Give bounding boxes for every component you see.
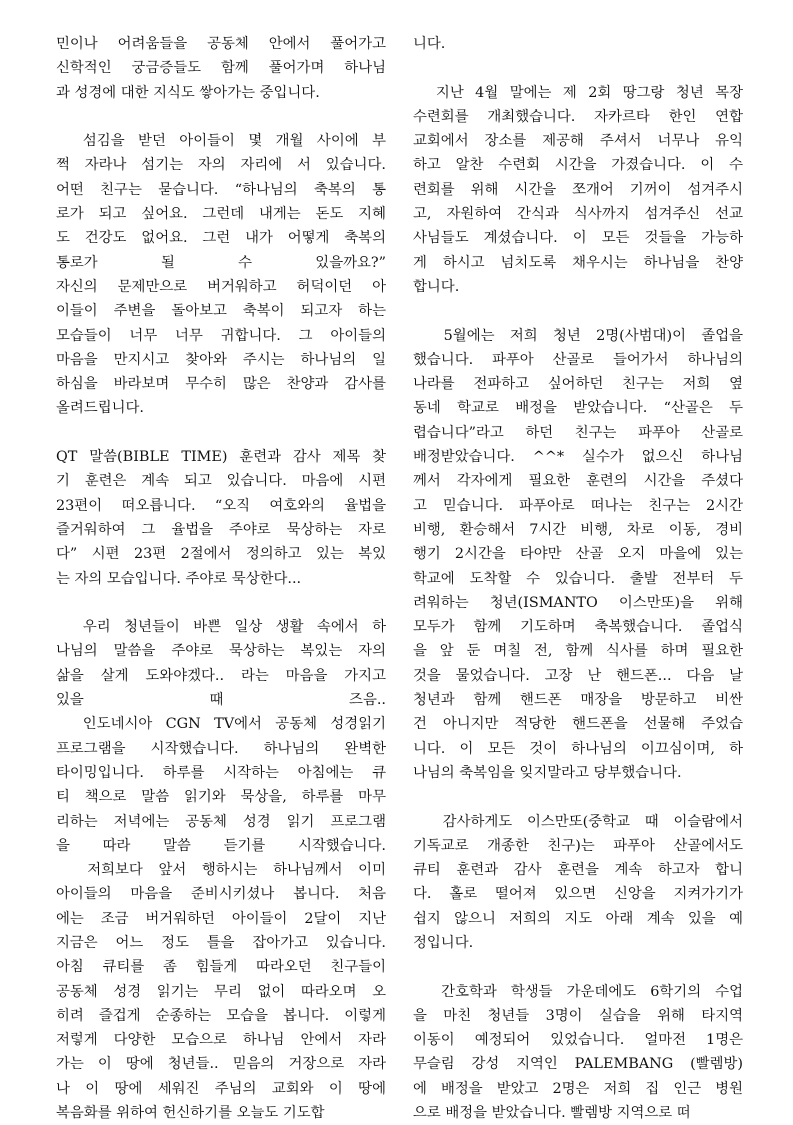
text-line: 하고 알찬 수련회 시간을 가졌습니다. 이 수 [413, 157, 743, 174]
text-line: 렵습니다”라고 하던 친구는 파푸아 산골로 [413, 424, 743, 441]
text-line: 나님의 축복임을 잊지말라고 당부했습니다. [413, 764, 682, 781]
text-line: 모두가 함께 기도하며 축복했습니다. 졸업식 [413, 619, 743, 636]
text-line: 과 성경에 대한 지식도 쌓아가는 중입니다. [56, 84, 320, 101]
text-line: 공동체 성경 읽기는 무리 없이 따라오며 오 [56, 983, 386, 1000]
paragraph [56, 445, 386, 591]
text-line: 동네 학교로 배정을 받았습니다. “산골은 두 [413, 400, 743, 417]
text-line: 쉽지 않으니 저희의 지도 아래 계속 있을 예 [413, 910, 743, 927]
text-line: 섬김을 받던 아이들이 몇 개월 사이에 부 [56, 133, 386, 150]
text-line: 는 자의 모습입니다. 주야로 묵상한다... [56, 570, 302, 587]
text-line: 에 배정을 받았고 2명은 저희 집 인근 병원 [413, 1080, 743, 1097]
paragraph-gap [56, 591, 386, 615]
text-line: 있을 때 즈음.. [56, 692, 386, 709]
left-text-column [56, 32, 386, 1125]
paragraph-gap [413, 299, 743, 323]
text-line: 기독교로 개종한 친구)는 파푸아 산골에서도 [413, 837, 743, 854]
text-line: 나님의 말씀을 주야로 묵상하는 복있는 자의 [56, 643, 386, 660]
text-line: 민이나 어려움들을 공동체 안에서 풀어가고 [56, 36, 386, 52]
text-line: 간호학과 학생들 가운데에도 6학기의 수업 [413, 983, 743, 1000]
text-line: 모습들이 너무 너무 귀합니다. 그 아이들의 [56, 327, 386, 344]
text-line: 삶을 살게 도와야겠다.. 라는 마음을 가지고 [56, 667, 386, 684]
text-line: 큐티 훈련과 감사 훈련을 계속 하고자 합니 [413, 862, 743, 879]
text-line: 게 하시고 넘치도록 채우시는 하나님을 찬양 [413, 254, 743, 271]
text-line: 프로그램을 시작했습니다. 하나님의 완벽한 [56, 740, 386, 757]
text-line: 나라를 전파하고 싶어하던 친구는 저희 옆 [413, 376, 743, 393]
text-line: 쩍 자라나 섬기는 자의 자리에 서 있습니다. [56, 157, 386, 174]
text-line: 했습니다. 파푸아 산골로 들어가서 하나님의 [413, 351, 743, 368]
text-line: 니다. 이 모든 것이 하나님의 이끄심이며, 하 [413, 740, 743, 757]
text-line: 복음화를 위하여 헌신하기를 오늘도 기도합 [56, 1105, 325, 1122]
text-line: 이들이 주변을 돌아보고 축복이 되고자 하는 [56, 303, 386, 320]
text-line: 저렇게 다양한 모습으로 하나님 안에서 자라 [56, 1032, 386, 1049]
text-line: 지금은 어느 정도 틀을 잡아가고 있습니다. [56, 934, 386, 951]
text-line: 청년과 함께 핸드폰 매장을 방문하고 비싼 [413, 692, 743, 709]
paragraph [56, 129, 386, 421]
paragraph [56, 32, 386, 105]
text-line: 이동이 예정되어 있었습니다. 얼마전 1명은 [413, 1032, 743, 1049]
paragraph [413, 980, 743, 1125]
paragraph-gap [413, 785, 743, 809]
text-line: 것을 물었습니다. 고장 난 핸드폰... 다음 날 [413, 667, 743, 684]
paragraph-gap [413, 955, 743, 979]
text-line: 니다. [413, 36, 446, 52]
right-text-column [413, 32, 743, 1125]
text-line: 저희보다 앞서 행하시는 하나님께서 이미 [56, 862, 386, 879]
text-line: 히려 즐겁게 순종하는 모습을 봅니다. 이렇게 [56, 1007, 386, 1024]
text-line: 다. 홀로 떨어져 있으면 신앙을 지켜가기가 [413, 886, 743, 903]
text-line: 티 책으로 말씀 읽기와 묵상을, 하루를 마무 [56, 789, 386, 806]
text-line: 합니다. [413, 278, 460, 295]
text-line: 로가 되고 싶어요. 그런데 내게는 돈도 지혜 [56, 206, 386, 223]
text-line: 께서 각자에게 필요한 훈련의 시간을 주셨다 [413, 473, 743, 490]
text-line: 타이밍입니다. 하루를 시작하는 아침에는 큐 [56, 764, 386, 781]
text-line: 에는 조금 버거워하던 아이들이 2달이 지난 [56, 910, 386, 927]
paragraph-gap [56, 421, 386, 445]
text-line: 려워하는 청년(ISMANTO 이스만또)을 위해 [413, 594, 743, 611]
text-line: 리하는 저녁에는 공동체 성경 읽기 프로그램 [56, 813, 386, 830]
text-line: 무슬림 강성 지역인 PALEMBANG (빨렘방) [413, 1056, 743, 1073]
text-line: 고, 자원하여 간식과 식사까지 섬겨주신 선교 [413, 206, 743, 223]
text-line: 을 앞 둔 며칠 전, 함께 식사를 하며 필요한 [413, 643, 743, 660]
text-line: 아이들의 마음을 준비시키셨나 봅니다. 처음 [56, 886, 386, 903]
text-line: 학교에 도착할 수 있습니다. 출발 전부터 두 [413, 570, 743, 587]
text-line: 어떤 친구는 묻습니다. “하나님의 축복의 통 [56, 181, 386, 198]
text-line: 다” 시편 23편 2절에서 정의하고 있는 복있 [56, 546, 386, 563]
text-line: 지난 4월 말에는 제 2회 땅그랑 청년 목장 [413, 84, 743, 101]
text-line: 통로가 될 수 있을까요?” [56, 254, 386, 271]
text-line: 신학적인 궁금증들도 함께 풀어가며 하나님 [56, 60, 386, 77]
text-line: 으로 배정을 받았습니다. 빨렘방 지역으로 떠 [413, 1105, 691, 1122]
text-line: 우리 청년들이 바쁜 일상 생활 속에서 하 [56, 619, 386, 636]
text-line: QT 말씀(BIBLE TIME) 훈련과 감사 제목 찾 [56, 449, 386, 466]
text-line: 가는 이 땅에 청년들.. 믿음의 거장으로 자라 [56, 1056, 386, 1073]
paragraph [56, 615, 386, 1125]
text-line: 고 믿습니다. 파푸아로 떠나는 친구는 2시간 [413, 497, 743, 514]
paragraph [413, 810, 743, 956]
text-line: 5월에는 저희 청년 2명(사범대)이 졸업을 [413, 327, 743, 344]
paragraph [413, 81, 743, 300]
text-line: 사님들도 계셨습니다. 이 모든 것들을 가능하 [413, 230, 743, 247]
text-line: 수련회를 개최했습니다. 자카르타 한인 연합 [413, 108, 743, 125]
text-line: 기 훈련은 계속 되고 있습니다. 마음에 시편 [56, 473, 386, 490]
paragraph-gap [413, 56, 743, 80]
paragraph [413, 32, 743, 56]
text-line: 올려드립니다. [56, 400, 144, 417]
text-line: 마음을 만지시고 찾아와 주시는 하나님의 일 [56, 351, 386, 368]
text-line: 23편이 떠오릅니다. “오직 여호와의 율법을 [56, 497, 386, 514]
paragraph [413, 324, 743, 786]
text-line: 도 건강도 없어요. 그런 내가 어떻게 축복의 [56, 230, 386, 247]
text-line: 배정받았습니다. ^^* 실수가 없으신 하나님 [413, 449, 743, 466]
text-line: 나 이 땅에 세워진 주님의 교회와 이 땅에 [56, 1080, 386, 1097]
text-line: 정입니다. [413, 934, 474, 951]
text-line: 을 따라 말씀 듣기를 시작했습니다. [56, 837, 386, 854]
text-line: 자신의 문제만으로 버거워하고 허덕이던 아 [56, 278, 386, 295]
text-line: 건 아니지만 적당한 핸드폰을 선물해 주었습 [413, 716, 743, 733]
text-line: 련회를 위해 시간을 쪼개어 기꺼이 섬겨주시 [413, 181, 743, 198]
text-line: 감사하게도 이스만또(중학교 때 이슬람에서 [413, 813, 743, 830]
text-line: 인도네시아 CGN TV에서 공동체 성경읽기 [56, 716, 386, 733]
text-line: 즐거워하여 그 율법을 주야로 묵상하는 자로 [56, 521, 386, 538]
text-line: 행기 2시간을 타야만 산골 오지 마을에 있는 [413, 546, 743, 563]
paragraph-gap [56, 105, 386, 129]
text-line: 비행, 환승해서 7시간 비행, 차로 이동, 경비 [413, 521, 743, 538]
text-line: 하심을 바라보며 무수히 많은 찬양과 감사를 [56, 376, 386, 393]
text-line: 아침 큐티를 좀 힘들게 따라오던 친구들이 [56, 959, 386, 976]
text-line: 을 마친 청년들 3명이 실습을 위해 타지역 [413, 1007, 743, 1024]
text-line: 교회에서 장소를 제공해 주셔서 너무나 유익 [413, 133, 743, 150]
